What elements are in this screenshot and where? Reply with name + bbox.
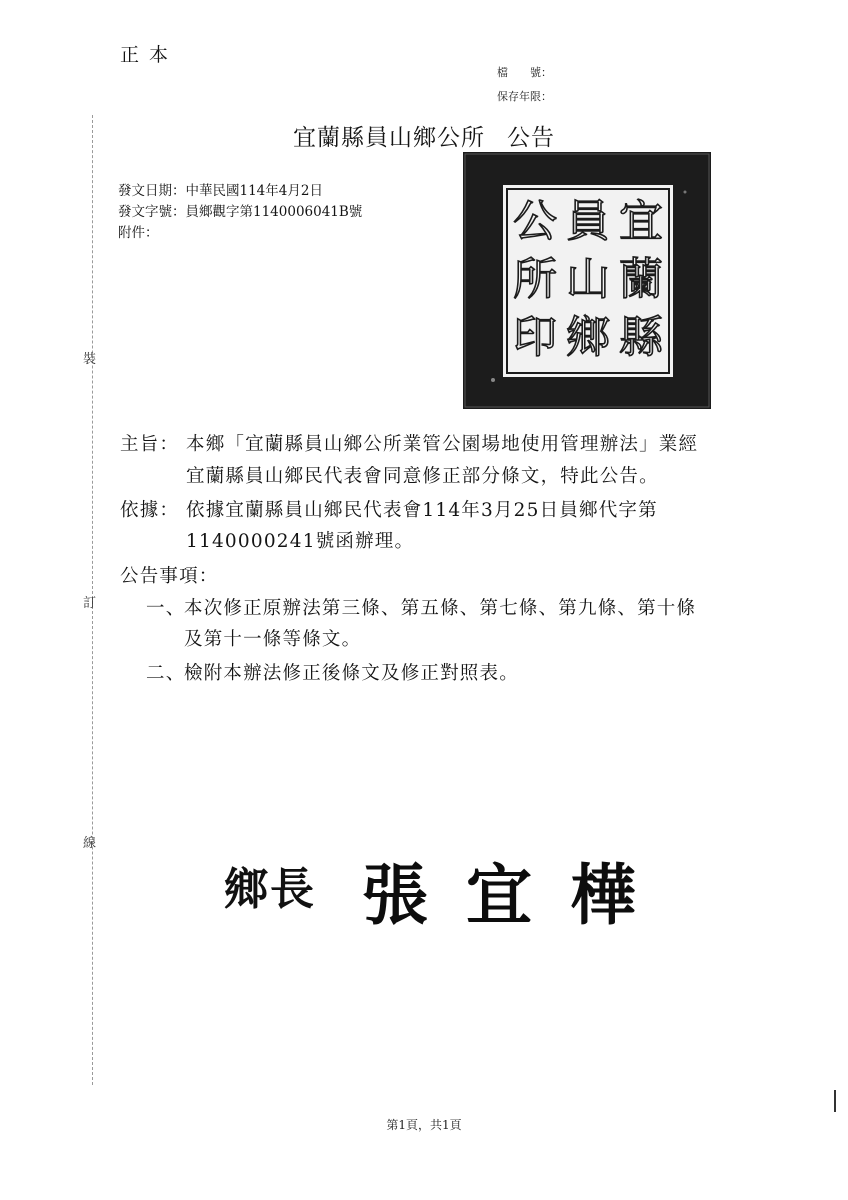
svg-text:蘭: 蘭	[619, 254, 663, 305]
issue-date-value: 中華民國114年4月2日	[185, 183, 323, 199]
item-2-line-1: 檢附本辦法修正後條文及修正對照表。	[184, 663, 519, 684]
issue-date-label: 發文日期：	[118, 183, 186, 199]
svg-text:所: 所	[513, 254, 557, 305]
scan-artifact	[834, 1090, 836, 1112]
signature-role: 鄉長	[224, 864, 316, 915]
svg-text:宜: 宜	[619, 196, 663, 247]
signature-name: 張宜樺	[362, 856, 674, 934]
svg-text:公: 公	[513, 196, 557, 247]
title-organization: 宜蘭縣員山鄉公所	[293, 125, 485, 151]
binding-mark-top: 裝	[83, 352, 97, 367]
copy-label: 正本	[120, 44, 179, 66]
svg-text:員: 員	[566, 196, 610, 247]
item-1-line-1: 本次修正原辦法第三條、第五條、第七條、第九條、第十條	[184, 598, 697, 619]
doc-number-value: 員鄉觀字第1140006041B號	[185, 204, 363, 220]
issue-date-row	[118, 179, 323, 199]
svg-text:鄉: 鄉	[566, 312, 610, 363]
item-2-number: 二、	[146, 663, 186, 684]
doc-number-label: 發文字號：	[118, 204, 186, 220]
subject-line-1: 本鄉「宜蘭縣員山鄉公所業管公園場地使用管理辦法」業經	[186, 434, 699, 455]
svg-text:縣: 縣	[619, 312, 663, 363]
subject-label: 主旨：	[120, 434, 180, 455]
item-1-line-2: 及第十一條等條文。	[184, 629, 362, 650]
subject-line-2: 宜蘭縣員山鄉民代表會同意修正部分條文，特此公告。	[186, 466, 659, 487]
file-number-label: 檔 號：	[497, 66, 552, 79]
title-type: 公告	[507, 125, 555, 151]
basis-line-2: 1140000241號函辦理。	[186, 531, 415, 552]
doc-number-row	[118, 200, 362, 220]
items-label: 公告事項：	[120, 566, 219, 587]
basis-line-1: 依據宜蘭縣員山鄉民代表會114年3月25日員鄉代字第	[186, 500, 658, 521]
item-1-number: 一、	[146, 598, 186, 619]
retention-period-label: 保存年限：	[497, 90, 552, 103]
basis-label: 依據：	[120, 500, 180, 521]
attachment-row	[118, 221, 159, 241]
svg-text:印: 印	[513, 312, 557, 363]
svg-text:山: 山	[566, 254, 610, 305]
binding-mark-bottom: 線	[83, 836, 97, 851]
page-footer: 第1頁，共1頁	[386, 1118, 462, 1132]
document-title	[0, 119, 848, 152]
binding-mark-middle: 訂	[83, 596, 97, 611]
attachment-label: 附件：	[118, 225, 159, 241]
official-seal-stamp	[463, 152, 711, 409]
